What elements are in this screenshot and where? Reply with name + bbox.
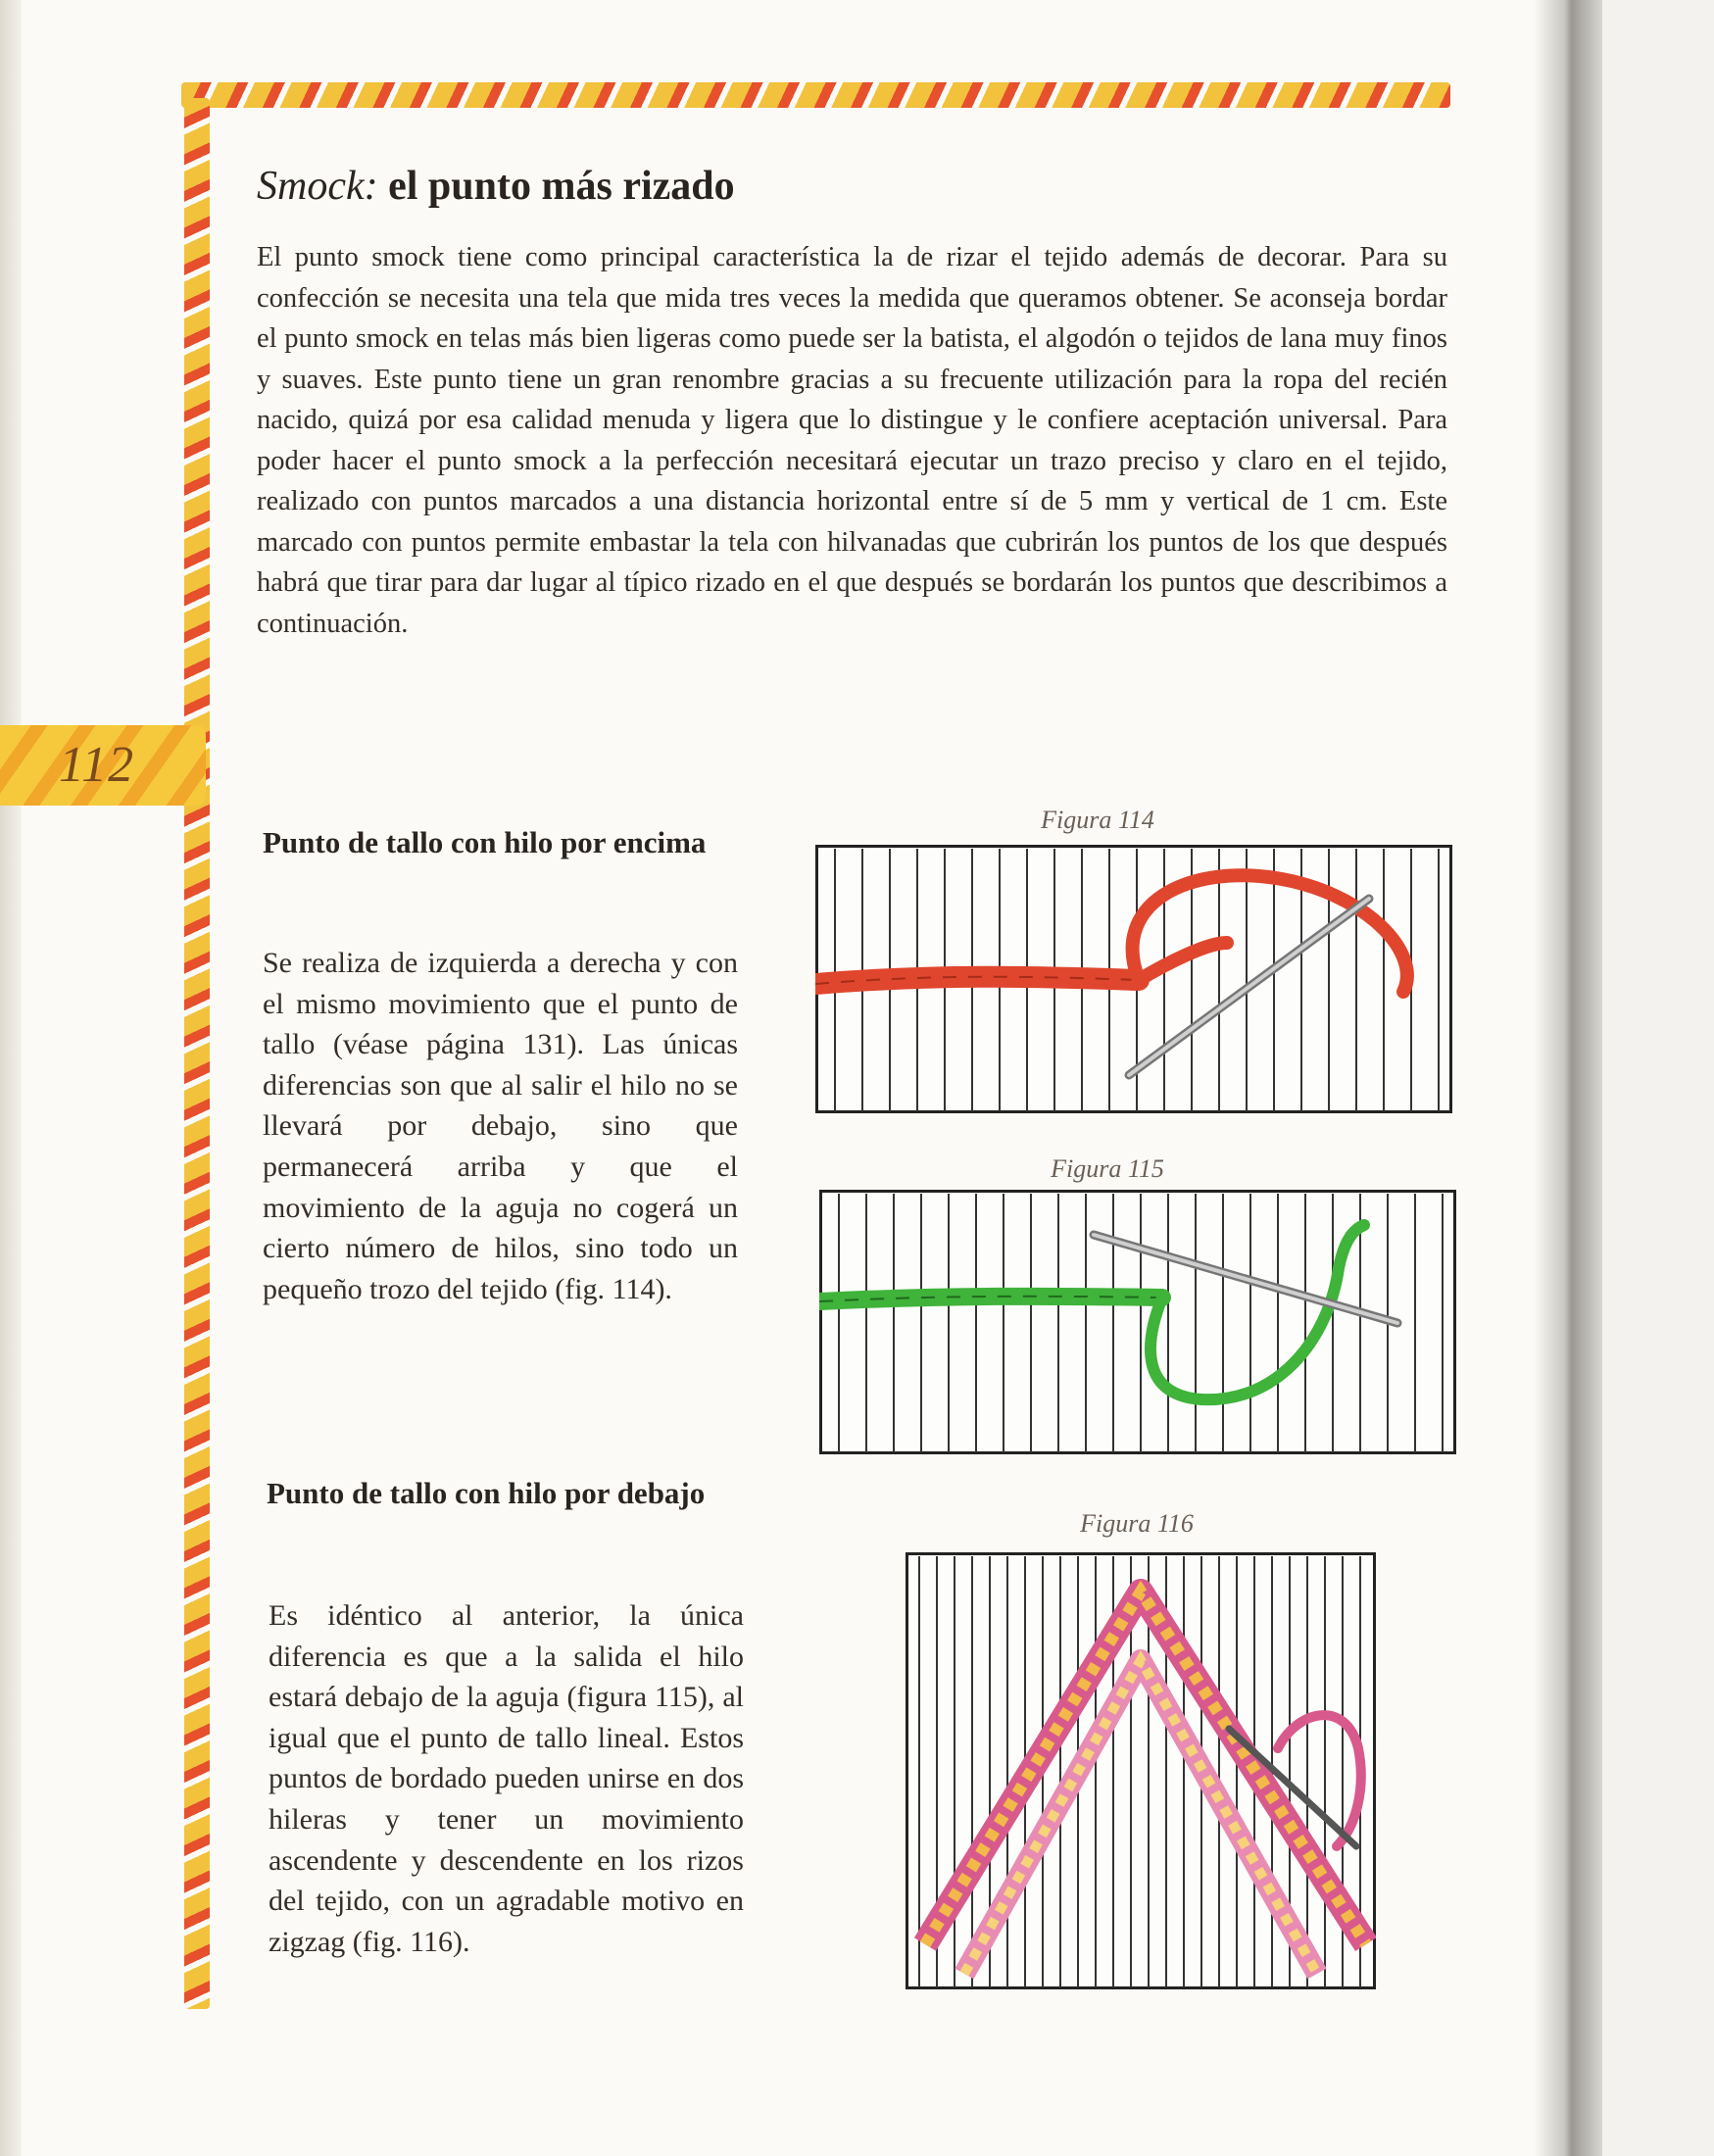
section-body: Se realiza de izquierda a derecha y con el mismo movimiento que el punto de tallo (véase página 131). Las únicas diferencias son que al salir el hilo no se llevará por debajo, sino que permanecerá arriba y que el movimiento de la aguja no cogerá un cierto número de hilos, sino todo un pequeño trozo del tejido (fig. 114). [263, 947, 738, 1305]
intro-paragraph: El punto smock tiene como principal característica la de rizar el tejido además de decorar. Para su confección se necesita una tela que mida tres veces la medida que queramos obtener. Se aconseja bordar el punto smock en telas más bien ligeras como puede ser la batista, el algodón o tejidos de lana muy finos y suaves. Este punto tiene un gran renombre gracias a su frecuente utilización para la ropa del recién nacido, quizá por esa calidad menuda y ligera que lo distingue y le confiere aceptación universal. Para poder hacer el punto smock a la perfección necesitará ejecutar un trazo preciso y claro en el tejido, realizado con puntos marcados a una distancia horizontal entre sí de 5 mm y vertical de 1 cm. Este marcado con puntos permite embastar la tela con hilvanadas que cubrirán los puntos de los que después habrá que tirar para dar lugar al típico rizado en el que después se bordarán los puntos que describimos a continuación. [257, 242, 1447, 639]
figure-115 [819, 1190, 1456, 1454]
page-number: 112 [59, 737, 135, 793]
decorative-border-left [184, 98, 210, 2009]
figure-116 [906, 1552, 1376, 1989]
page-title [257, 157, 1433, 216]
figure-116-illustration [906, 1552, 1376, 1989]
figure-caption: Figura 115 [1051, 1154, 1164, 1183]
decorative-border-top [181, 82, 1450, 108]
figure-caption: Figura 116 [1080, 1509, 1194, 1538]
section-heading: Punto de tallo con hilo por debajo [267, 1476, 706, 1510]
facing-page-edge [1602, 0, 1714, 2156]
title-italic: Smock: [257, 164, 378, 209]
section-heading: Punto de tallo con hilo por encima [263, 825, 707, 859]
figure-114 [815, 845, 1452, 1113]
figure-114-illustration [815, 845, 1452, 1113]
figure-115-illustration [819, 1190, 1456, 1454]
figure-caption: Figura 114 [1041, 806, 1154, 834]
title-rest: el punto más rizado [377, 164, 735, 209]
book-gutter [1534, 0, 1602, 2156]
page-edge [0, 0, 22, 2156]
section-body: Es idéntico al anterior, la única diferencia es que a la salida el hilo estará debajo de la aguja (figura 115), al igual que el punto de tallo lineal. Estos puntos de bordado pueden unirse en dos hileras y tener un movimiento ascendente y descendente en los rizos del tejido, con un agradable motivo en zigzag (fig. 116). [269, 1599, 744, 1958]
